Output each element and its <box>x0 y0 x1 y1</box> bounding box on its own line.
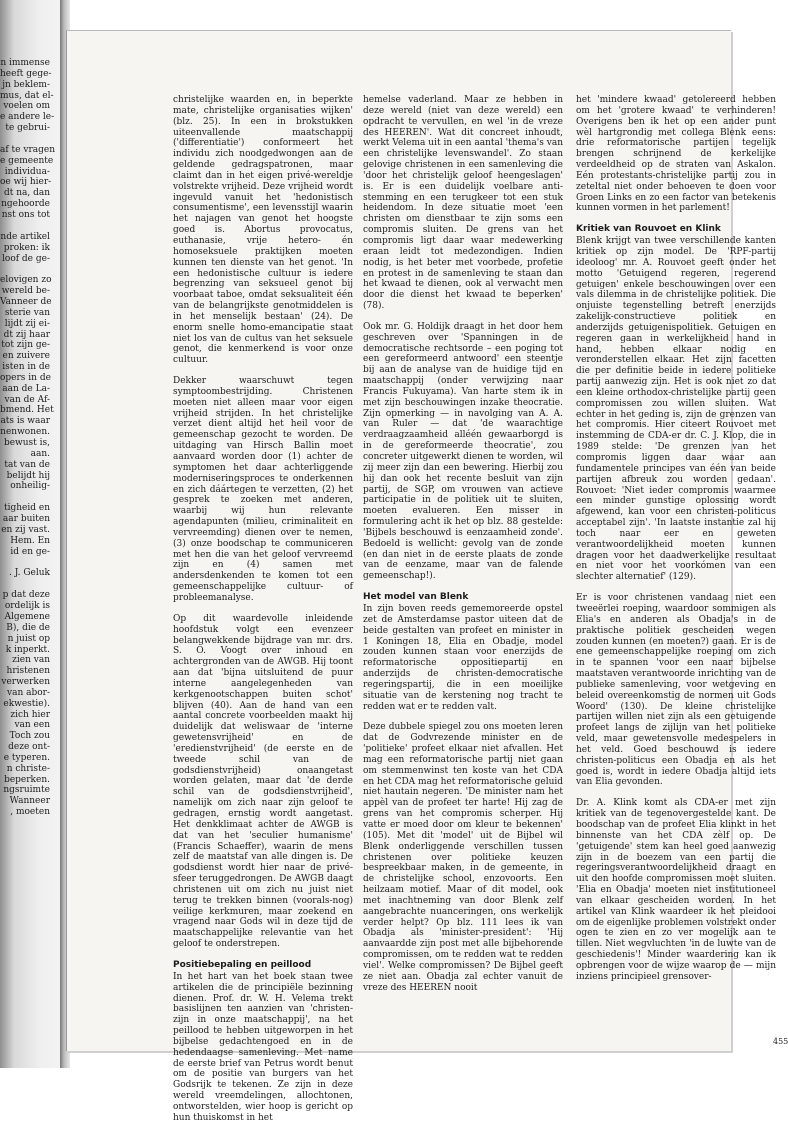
paragraph-text: Op dit waardevolle inleidende hoofdstuk volgt een evenzeer belangwekkende bijdrage van mr. drs. S. O. Voogt over inhoud en achtergronden van de AWGB. Hij toont aan dat 'bijna uitsluitend de puur interne aangelegenheden van kerkgenootschappen buiten schot' blijven (40). Aan de hand van een aantal concrete voorbeelden maakt hij duidelijk dat weliswaar de 'interne gewetensvrijheid' en de 'eredienstvrijheid' (de eerste en de tweede schil van de godsdienstvrijheid) onaangetast worden gelaten, maar dat 'de derde schil van de godsdienstvrijheid', namelijk om zich naar zijn geloof te gedragen, ernstig wordt aangetast. Het denkklimaat achter de AWGB is dat van het 'seculier humanisme' (Francis Schaeffer), waarin de mens zelf de maatstaf van alle dingen is. De godsdienst wordt hier naar de privé-sfeer teruggedrongen. De AWGB daagt christenen uit om zich nu juist niet terug te trekken binnen (voorals-nog) veilige kerkmuren, maar zoekend en vragend naar Gods wil in deze tijd de maatschappelijke relevantie van het geloof te onderstrepen. <box>173 613 353 950</box>
margin-line: proken: ik <box>3 242 50 253</box>
margin-line: aan de La- <box>2 383 50 394</box>
margin-line: onheilig- <box>10 481 50 492</box>
margin-line: wereld be- <box>1 286 50 297</box>
margin-paragraph <box>0 568 50 579</box>
margin-line: k inperkt. <box>5 644 50 655</box>
paragraph-text: Ook mr. G. Holdijk draagt in het door hem geschreven over 'Spanningen in de democratische rechtsorde – een poging tot een gereformeerd antwoord' een steentje bij aan de analyse van de huidige tijd en maatschappij (onder verwijzing naar Francis Fukuyama). Van harte stem ik in met zijn beschouwingen inzake theocratie. Zijn opmerking — in navolging van A. A. van Ruler — dat 'de waarachtige verdraagzaamheid alléén gewaarborgd is in de gereformeerde theocratie', zou concreter uitgewerkt dienen te worden, wil zij meer zijn dan een bewering. Hierbij zou hij dan ook het recente besluit van zijn partij, de SGP, om vrouwen van actieve participatie in de politiek uit te sluiten, moeten evalueren. Een misser in formulering acht ik het op blz. 88 gestelde: 'Bijbels beschouwd is eenzaamheid zonde'. Bedoeld is wellicht: gevolg van de zonde (en dan niet in de eerste plaats de zonde van de eenzame, maar van de falende gemeenschap!). <box>363 321 563 582</box>
margin-line: elovigen zo <box>0 275 52 286</box>
paragraph <box>173 376 353 604</box>
margin-line: jn beklem- <box>2 79 50 90</box>
paragraph-text: In het hart van het boek staan twee artikelen die de principiële bezinning dienen. Prof. dr. W. H. Velema trekt basislijnen ten aanzien van 'christen-zijn in onze maatschappij', na het peillood te hebben uitgeworpen in het bijbelse gedachtengoed en in de hedendaagse samenleving. Met name de eerste brief van Petrus wordt benut om de positie van burgers van het Godsrijk te tekenen. Ze zijn in deze wereld vreemdelingen, allochtonen, ontworstelden, wier hoop is gericht op hun thuiskomst in het <box>173 971 353 1123</box>
paragraph-text: Blenk krijgt van twee verschillende kanten kritiek op zijn model. De 'RPF-partij ideoloog' mr. A. Rouvoet geeft onder het motto 'Getuigend regeren, regerend getuigen' enkele beschouwingen over een vals dilemma in de christelijke politiek. Die onjuiste tegenstelling betreft enerzijds zakelijk-constructieve politiek en anderzijds getuigenispolitiek. Getuigen en regeren gaan in werkelijkheid hand in hand, hebben elkaar nodig en veronderstellen elkaar. Het zijn facetten die per definitie beide in iedere politieke partij aanwezig zijn. Het is ook niet zo dat een kleine orthodox-christelijke partij geen compromissen zou willen sluiten. Wat echter in het geding is, zijn de grenzen van het compromis. Hier citeert Rouvoet met instemming de CDA-er dr. C. J. Klop, die in 1989 stelde: 'De grenzen van het compromis liggen daar waar aan fundamentele principes van één van beide partijen afbreuk zou worden gedaan'. Rouvoet: 'Niet ieder compromis waarmee een minder gunstige oplossing wordt afgewend, kan voor een christen-politicus acceptabel zijn'. 'In laatste instantie zal hij toch naar eer en geweten verantwoordelijkheid moeten kunnen dragen voor het daadwerkelijke resultaat en niet voor het voorkómen van een slechter alternatief' (129). <box>576 236 776 583</box>
margin-line: sterie van <box>4 307 50 318</box>
margin-line: Algemene <box>4 611 50 622</box>
page-number: 455 <box>773 1037 788 1046</box>
margin-line: e gemeente <box>0 155 54 166</box>
text-column-1 <box>173 95 353 1134</box>
section-heading: Positiebepaling en peillood <box>173 959 312 970</box>
paragraph-text: Dr. A. Klink komt als CDA-er met zijn kritiek van de tegenovergestelde kant. De boodschap van de profeet Elia klinkt in het binnenste van het CDA zèlf op. De 'getuigende' stem kan heel goed aanwezig zijn in de boezem van een partij die regeringsverantwoordelijkheid draagt en uit den hoofde compromissen moet sluiten. 'Elia en Obadja' moeten niet institutioneel van elkaar gescheiden worden. In het artikel van Klink waardeer ik het pleidooi om de eigenlijke problemen volstrekt onder ogen te zien en zo ver mogelijk aan te tillen. Niet wegvluchten 'in de luwte van de geschiedenis'! Minder waardering kan ik opbrengen voor de wijze waarop de — mijn inziens principieel grensover- <box>576 798 776 982</box>
margin-line: hristenen <box>6 666 50 677</box>
margin-line: oe wij hier- <box>0 177 52 188</box>
margin-line: te gebrui- <box>5 123 50 134</box>
margin-paragraph <box>0 232 50 265</box>
margin-line: B), die de <box>6 622 50 633</box>
margin-line: en zij vast. <box>1 524 50 535</box>
paragraph <box>576 95 776 214</box>
margin-line: opers in de <box>0 372 51 383</box>
paragraph <box>173 95 353 366</box>
margin-line: n christe- <box>6 763 50 774</box>
margin-line: en zuivere <box>2 351 50 362</box>
margin-line: ekwestie). <box>3 698 50 709</box>
paragraph <box>576 236 776 583</box>
margin-line: ordelijk is <box>4 601 50 612</box>
margin-line: ats is waar <box>0 416 50 427</box>
margin-line: ngehoorde <box>1 199 50 210</box>
margin-line: e typeren. <box>3 752 50 763</box>
margin-line: bmend. Het <box>0 405 54 416</box>
margin-paragraph <box>0 503 50 557</box>
paragraph-text: Deze dubbele spiegel zou ons moeten leren dat de Godvrezende minister en de 'politieke' profeet elkaar niet afvallen. Het mag een reformatorische partij niet gaan om stemmenwinst ten koste van het CDA en het CDA mag het reformatorische geluid niet hautain negeren. 'De minister nam het appèl van de profeet ter harte! Hij zag de grens van het compromis scherper. Hij vatte er moed door om kleur te bekennen' (105). Met dit 'model' uit de Bijbel wil Blenk onderliggende verschillen tussen christenen over politieke keuzen bespreekbaar maken, in de gemeente, in de christelijke school, enzovoorts. Een heilzaam motief. Maar of dit model, ook met inachtneming van door Blenk zelf aangebrachte nuanceringen, ons werkelijk verder helpt? Op blz. 111 lees ik van Obadja als 'minister-president': 'Hij aanvaardde zijn post met alle bijbehorende compromissen, om te redden wat te redden viel'. Welke compromissen? De Bijbel geeft ze niet aan. Obadja zal echter vanuit de vreze des HEEREN nooit <box>363 722 564 993</box>
paragraph-text: christelijke waarden en, in beperkte mate, christelijke organisaties wijken' (blz. 25). In een in brokstukken uiteenvallende maatschappij ('differentiatie') conformeert het individu zich noodgedwongen aan de geldende gedragspatronen, maar claimt dan in het eigen privé-wereldje volstrekte vrijheid. Deze vrijheid wordt ingevuld vanuit het 'hedonistisch consumentisme', een levensstijl waarin het najagen van genot het hoogste goed is. Abortus provocatus, euthanasie, vrije hetero- én homoseksuele praktijken moeten kunnen ten dienste van het genot. 'In een hedonistische cultuur is iedere begrenzing van seksueel genot bij voorbaat taboe, omdat seksualiteit één van de belangrijkste genotmiddelen is in het menselijk bestaan' (24). De enorm snelle homo-emancipatie staat niet los van de cultus van het seksuele genot, die kenmerkend is voor onze cultuur. <box>173 95 353 366</box>
paragraph <box>576 798 776 982</box>
margin-line: n juist op <box>7 633 50 644</box>
paragraph <box>363 95 563 312</box>
margin-line: beperken. <box>4 774 50 785</box>
margin-line: van abor- <box>7 687 50 698</box>
left-page-margin-text <box>0 58 55 829</box>
margin-line: Toch zou <box>9 731 50 742</box>
section-heading: Het model van Blenk <box>363 592 469 603</box>
paragraph-text: In zijn boven reeds gememoreerde opstel zet de Amsterdamse pastor uiteen dat de beide gestalten van profeet en minister in 1 Koningen 18, Elia en Obadje, model zouden kunnen staan voor enerzijds de reformatorische oppositiepartij en anderzijds de christen-democratische regeringspartij, die in een moeilijke situatie van de kerstening nog tracht te redden wat er te redden valt. <box>363 603 563 712</box>
paragraph <box>173 614 353 950</box>
text-column-3 <box>576 95 776 993</box>
margin-line: n immense <box>0 58 50 68</box>
margin-line: p dat deze <box>2 590 50 601</box>
margin-line: . J. Geluk <box>9 568 50 579</box>
paragraph <box>363 722 563 993</box>
margin-line: bewust is, <box>3 438 50 448</box>
margin-line: belijdt hij <box>6 470 50 481</box>
margin-line: nde artikel <box>0 231 50 242</box>
text-column-2 <box>363 95 563 1004</box>
margin-paragraph <box>0 590 50 818</box>
margin-line: ngsruimte <box>3 785 50 796</box>
paragraph <box>363 604 563 712</box>
margin-line: aar buiten <box>2 514 50 525</box>
margin-line: verwerken <box>1 677 50 688</box>
margin-line: aan. <box>30 448 50 459</box>
margin-line: Wanneer <box>9 796 50 807</box>
margin-line: dt zij haar <box>3 329 50 340</box>
margin-line: isten in de <box>2 362 50 373</box>
margin-line: dt na, dan <box>3 188 50 199</box>
margin-line: tat van de <box>4 459 50 470</box>
margin-line: zien van <box>12 655 50 666</box>
margin-line: , moeten <box>10 807 50 818</box>
margin-paragraph <box>0 275 54 492</box>
book-page <box>66 30 788 1123</box>
paragraph-text: hemelse vaderland. Maar ze hebben in deze wereld (niet van deze wereld) een opdracht te vervullen, en wel 'in de vreze des HEEREN'. Wat dit concreet inhoudt, werkt Velema uit in een aantal 'thema's van een christelijke levenswandel'. Zo staan gelovige christenen in een samenleving die 'door het christelijk geloof heengeslagen' is. Er is een duidelijk voelbare anti-stemming en een terugkeer tot een stuk heidendom. In deze situatie moet 'een christen om dienstbaar te zijn soms een compromis sluiten. De grens van het compromis ligt daar waar medewerking eraan leidt tot medezondigen. Indien nodig, is het beter met voorbede, profetie en protest in de samenleving te staan dan het kwaad te dienen, ook al verwacht men door die dienst het kwaad te beperken' (78). <box>363 95 563 312</box>
margin-line: lijdt zij ei- <box>4 318 50 329</box>
paragraph <box>173 972 353 1124</box>
margin-line: van de Af- <box>4 394 50 405</box>
margin-line: zich hier <box>10 709 50 720</box>
paragraph-text: het 'mindere kwaad' getolereerd hebben om het 'grotere kwaad' te verhinderen! Overigens ben ik het op een ander punt wèl hartgrondig met collega Blenk eens: drie reformatorische partijen tegelijk brengen schrijnend de kerkelijke verdeeldheid op de straten van Askalon. Eén protestants-christelijke partij zou in zeteltal niet onder behoeven te doen voor Groen Links en zo een factor van betekenis kunnen vormen in het parlement! <box>576 95 776 214</box>
margin-line: van een <box>14 720 50 731</box>
paragraph <box>576 593 776 788</box>
margin-line: tigheid en <box>3 503 50 514</box>
margin-line: voelen om <box>3 101 50 112</box>
margin-line: mus, dat el- <box>0 90 54 101</box>
margin-line: tot zijn ge- <box>1 340 50 351</box>
margin-line: individua- <box>4 166 50 177</box>
margin-line: af te vragen <box>0 144 55 155</box>
paragraph-text: Er is voor christenen vandaag niet een tweeërlei roeping, waardoor sommigen als Elia's en anderen als Obadja's in de praktische politiek gescheiden wegen zouden kunnen (en moeten?) gaan. Er is de ene gemeenschappelijke roeping om zich in te spannen 'voor een naar bijbelse maatstaven verantwoorde inrichting van de publieke samenleving, voor wetgeving en beleid overeenkomstig de normen uit Gods Woord' (130). De kleine christelijke partijen willen niet zijn als een getuigende profeet langs de zijlijn van het politieke veld, maar gewetensvolle medespelers in het veld. Goed beschouwd is iedere christen-politicus een Obadja en als het goed is, wordt in iedere Obadja altijd iets van Elia gevonden. <box>576 593 776 788</box>
margin-line: nst ons tot <box>1 209 50 220</box>
margin-line: Vanneer de <box>0 297 52 308</box>
margin-line: e andere le- <box>0 112 55 123</box>
margin-line: id en ge- <box>10 546 50 557</box>
paragraph <box>363 322 563 582</box>
margin-line: deze ont- <box>8 742 50 753</box>
margin-line: loof de ge- <box>2 253 50 264</box>
margin-paragraph <box>0 58 55 134</box>
margin-line: Hem. En <box>10 535 50 546</box>
margin-line: nenwonen. <box>0 427 50 438</box>
paragraph-text: Dekker waarschuwt tegen symptoombestrijding. Christenen moeten niet alleen maar voor eigen vrijheid strijden. In het christelijke verzet dient altijd het heil voor de gemeenschap gezocht te worden. De uitdaging van Hirsch Ballin moet aanvaard worden door (1) achter de symptomen het daar achterliggende moderniseringsproces te onderkennen en zich dáártegen te verzetten, (2) het gesprek te zoeken met anderen, waarbij wij hun relevante agendapunten (milieu, criminaliteit en vervreemding) dienen over te nemen, (3) onze boodschap te communiceren met hen die van het geloof vervreemd zijn en (4) samen met andersdenkenden te komen tot een gemeenschappelijke cultuur- of probleemanalyse. <box>173 376 353 603</box>
margin-line: heeft gege- <box>0 68 52 79</box>
margin-paragraph <box>0 144 55 221</box>
section-heading: Kritiek van Rouvoet en Klink <box>576 224 721 235</box>
